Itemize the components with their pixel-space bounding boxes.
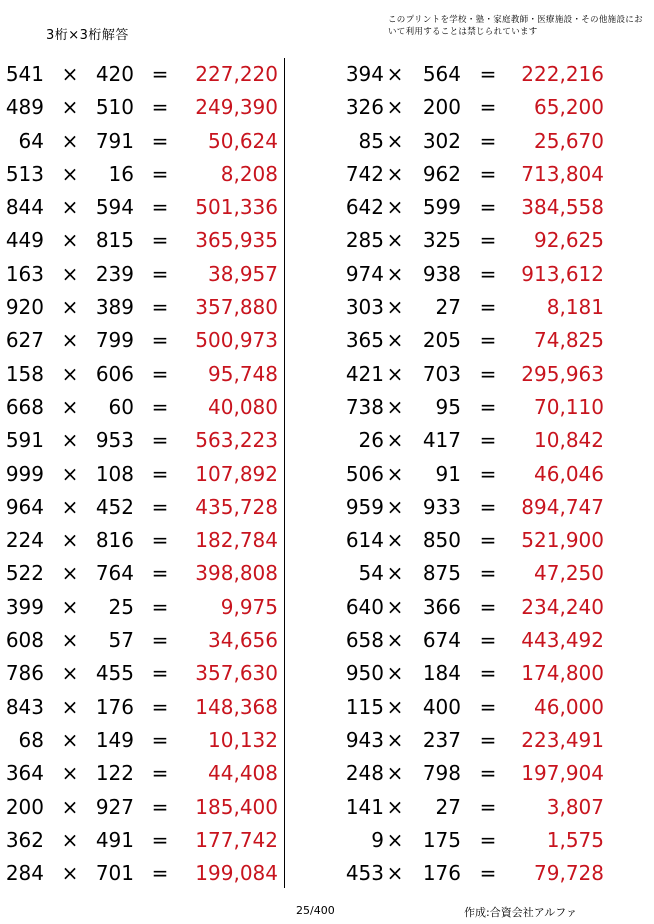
multiplicand: 284 (5, 861, 44, 886)
multiplier: 491 (95, 827, 134, 852)
times-sign: × (61, 861, 79, 886)
author-credit: 作成:合資会社アルファ (464, 906, 578, 919)
answer: 234,240 (521, 594, 604, 619)
multiplicand: 141 (345, 794, 384, 819)
answer: 227,220 (195, 62, 278, 86)
times-sign: × (386, 827, 404, 852)
multiplicand: 608 (5, 628, 44, 653)
multiplier: 149 (95, 727, 134, 752)
equals-sign: = (479, 827, 497, 852)
multiplicand: 285 (345, 228, 384, 253)
multiplicand: 541 (5, 62, 44, 86)
times-sign: × (61, 361, 79, 386)
equals-sign: = (479, 794, 497, 819)
equals-sign: = (479, 494, 497, 519)
answer: 521,900 (521, 528, 604, 553)
answer: 10,842 (534, 428, 604, 453)
answer: 357,880 (195, 295, 278, 320)
multiplier: 933 (422, 494, 461, 519)
multiplicand: 9 (371, 827, 384, 852)
equals-sign: = (151, 62, 169, 86)
equals-sign: = (151, 561, 169, 586)
equals-sign: = (151, 661, 169, 686)
equals-sign: = (479, 761, 497, 786)
multiplier: 953 (95, 428, 134, 453)
multiplier: 57 (108, 628, 134, 653)
multiplier: 815 (95, 228, 134, 253)
multiplicand: 522 (5, 561, 44, 586)
times-sign: × (386, 128, 404, 153)
worksheet-title: 3桁×3桁解答 (46, 28, 129, 43)
multiplier: 176 (95, 694, 134, 719)
answer: 34,656 (208, 628, 278, 653)
times-sign: × (386, 494, 404, 519)
column-divider (284, 58, 285, 888)
equals-sign: = (151, 827, 169, 852)
answer: 199,084 (195, 861, 278, 886)
times-sign: × (61, 794, 79, 819)
times-sign: × (61, 628, 79, 653)
answer: 10,132 (208, 727, 278, 752)
multiplicand: 115 (345, 694, 384, 719)
answer: 500,973 (195, 328, 278, 353)
equals-sign: = (479, 261, 497, 286)
multiplier: 91 (435, 461, 461, 486)
answer: 65,200 (534, 95, 604, 120)
times-sign: × (61, 328, 79, 353)
multiplier: 791 (95, 128, 134, 153)
multiplicand: 844 (5, 195, 44, 220)
equals-sign: = (151, 861, 169, 886)
multiplier: 108 (95, 461, 134, 486)
multiplicand: 513 (5, 161, 44, 186)
multiplicand: 658 (345, 628, 384, 653)
times-sign: × (61, 228, 79, 253)
multiplicand: 742 (345, 161, 384, 186)
equals-sign: = (479, 561, 497, 586)
multiplicand: 394 (345, 62, 384, 86)
times-sign: × (386, 161, 404, 186)
times-sign: × (61, 62, 79, 86)
times-sign: × (61, 561, 79, 586)
multiplicand: 54 (358, 561, 384, 586)
equals-sign: = (151, 727, 169, 752)
multiplier: 703 (422, 361, 461, 386)
multiplicand: 64 (18, 128, 44, 153)
multiplicand: 224 (5, 528, 44, 553)
equals-sign: = (151, 295, 169, 320)
answer: 44,408 (208, 761, 278, 786)
times-sign: × (386, 428, 404, 453)
equals-sign: = (479, 594, 497, 619)
multiplier: 95 (435, 394, 461, 419)
multiplicand: 365 (345, 328, 384, 353)
equals-sign: = (151, 261, 169, 286)
times-sign: × (386, 261, 404, 286)
equals-sign: = (151, 628, 169, 653)
times-sign: × (61, 394, 79, 419)
equals-sign: = (479, 461, 497, 486)
multiplier: 764 (95, 561, 134, 586)
times-sign: × (61, 128, 79, 153)
answer: 185,400 (195, 794, 278, 819)
answer: 3,807 (546, 794, 604, 819)
times-sign: × (61, 827, 79, 852)
equals-sign: = (479, 394, 497, 419)
equals-sign: = (151, 161, 169, 186)
multiplier: 200 (422, 95, 461, 120)
answer: 365,935 (195, 228, 278, 253)
multiplier: 176 (422, 861, 461, 886)
multiplier: 452 (95, 494, 134, 519)
answer: 174,800 (521, 661, 604, 686)
answer: 47,250 (534, 561, 604, 586)
multiplier: 400 (422, 694, 461, 719)
answer: 398,808 (195, 561, 278, 586)
multiplier: 389 (95, 295, 134, 320)
answer: 148,368 (195, 694, 278, 719)
multiplier: 27 (435, 794, 461, 819)
equals-sign: = (479, 62, 497, 86)
multiplier: 599 (422, 195, 461, 220)
answer: 46,046 (534, 461, 604, 486)
multiplicand: 950 (345, 661, 384, 686)
answer: 182,784 (195, 528, 278, 553)
multiplier: 366 (422, 594, 461, 619)
equals-sign: = (479, 661, 497, 686)
multiplier: 302 (422, 128, 461, 153)
multiplier: 184 (422, 661, 461, 686)
multiplier: 27 (435, 295, 461, 320)
multiplier: 420 (95, 62, 134, 86)
multiplier: 606 (95, 361, 134, 386)
multiplicand: 399 (5, 594, 44, 619)
times-sign: × (386, 528, 404, 553)
times-sign: × (386, 328, 404, 353)
multiplicand: 26 (358, 428, 384, 453)
multiplier: 962 (422, 161, 461, 186)
times-sign: × (61, 161, 79, 186)
answer: 295,963 (521, 361, 604, 386)
equals-sign: = (151, 361, 169, 386)
times-sign: × (61, 494, 79, 519)
multiplier: 510 (95, 95, 134, 120)
times-sign: × (386, 95, 404, 120)
answer: 384,558 (521, 195, 604, 220)
answer: 443,492 (521, 628, 604, 653)
equals-sign: = (479, 528, 497, 553)
multiplicand: 453 (345, 861, 384, 886)
times-sign: × (386, 228, 404, 253)
multiplicand: 640 (345, 594, 384, 619)
answer: 92,625 (534, 228, 604, 253)
times-sign: × (61, 295, 79, 320)
answer: 107,892 (195, 461, 278, 486)
answer: 222,216 (521, 62, 604, 86)
answer: 38,957 (208, 261, 278, 286)
multiplicand: 959 (345, 494, 384, 519)
equals-sign: = (151, 195, 169, 220)
times-sign: × (386, 195, 404, 220)
equals-sign: = (479, 861, 497, 886)
multiplier: 875 (422, 561, 461, 586)
times-sign: × (61, 461, 79, 486)
equals-sign: = (151, 494, 169, 519)
equals-sign: = (151, 794, 169, 819)
equals-sign: = (151, 428, 169, 453)
multiplier: 927 (95, 794, 134, 819)
answer: 40,080 (208, 394, 278, 419)
times-sign: × (386, 761, 404, 786)
answer: 74,825 (534, 328, 604, 353)
multiplier: 799 (95, 328, 134, 353)
answer: 249,390 (195, 95, 278, 120)
times-sign: × (61, 727, 79, 752)
answer: 357,630 (195, 661, 278, 686)
multiplier: 25 (108, 594, 134, 619)
equals-sign: = (479, 195, 497, 220)
times-sign: × (386, 694, 404, 719)
answer: 8,208 (220, 161, 278, 186)
equals-sign: = (479, 228, 497, 253)
answer: 713,804 (521, 161, 604, 186)
multiplier: 175 (422, 827, 461, 852)
equals-sign: = (479, 428, 497, 453)
multiplicand: 999 (5, 461, 44, 486)
multiplier: 417 (422, 428, 461, 453)
usage-notice: このプリントを学校・塾・家庭教師・医療施設・その他施設において利用することは禁じられています (388, 15, 643, 37)
equals-sign: = (479, 628, 497, 653)
multiplier: 938 (422, 261, 461, 286)
multiplicand: 364 (5, 761, 44, 786)
times-sign: × (386, 794, 404, 819)
answer: 46,000 (534, 694, 604, 719)
times-sign: × (386, 62, 404, 86)
equals-sign: = (151, 228, 169, 253)
multiplicand: 738 (345, 394, 384, 419)
answer: 25,670 (534, 128, 604, 153)
times-sign: × (61, 528, 79, 553)
multiplicand: 163 (5, 261, 44, 286)
equals-sign: = (479, 694, 497, 719)
answer: 501,336 (195, 195, 278, 220)
multiplicand: 248 (345, 761, 384, 786)
answer: 1,575 (546, 827, 604, 852)
multiplicand: 668 (5, 394, 44, 419)
answer: 50,624 (208, 128, 278, 153)
multiplicand: 627 (5, 328, 44, 353)
equals-sign: = (479, 727, 497, 752)
multiplier: 16 (108, 161, 134, 186)
times-sign: × (386, 661, 404, 686)
equals-sign: = (479, 95, 497, 120)
multiplicand: 449 (5, 228, 44, 253)
times-sign: × (386, 561, 404, 586)
times-sign: × (386, 727, 404, 752)
times-sign: × (386, 461, 404, 486)
multiplier: 798 (422, 761, 461, 786)
answer: 435,728 (195, 494, 278, 519)
multiplicand: 303 (345, 295, 384, 320)
equals-sign: = (151, 694, 169, 719)
answer: 95,748 (208, 361, 278, 386)
multiplicand: 158 (5, 361, 44, 386)
multiplicand: 614 (345, 528, 384, 553)
answer: 197,904 (521, 761, 604, 786)
equals-sign: = (479, 295, 497, 320)
answer: 9,975 (220, 594, 278, 619)
multiplier: 850 (422, 528, 461, 553)
equals-sign: = (479, 328, 497, 353)
equals-sign: = (151, 461, 169, 486)
times-sign: × (61, 261, 79, 286)
multiplicand: 362 (5, 827, 44, 852)
multiplicand: 489 (5, 95, 44, 120)
times-sign: × (61, 694, 79, 719)
page-number: 25/400 (296, 904, 335, 917)
multiplier: 816 (95, 528, 134, 553)
multiplicand: 920 (5, 295, 44, 320)
multiplicand: 200 (5, 794, 44, 819)
multiplier: 325 (422, 228, 461, 253)
equals-sign: = (479, 361, 497, 386)
multiplier: 701 (95, 861, 134, 886)
equals-sign: = (479, 128, 497, 153)
answer: 223,491 (521, 727, 604, 752)
multiplicand: 786 (5, 661, 44, 686)
times-sign: × (386, 861, 404, 886)
times-sign: × (386, 361, 404, 386)
times-sign: × (61, 761, 79, 786)
equals-sign: = (151, 394, 169, 419)
equals-sign: = (151, 95, 169, 120)
answer: 894,747 (521, 494, 604, 519)
multiplier: 674 (422, 628, 461, 653)
equals-sign: = (151, 328, 169, 353)
times-sign: × (61, 661, 79, 686)
times-sign: × (61, 428, 79, 453)
answer: 177,742 (195, 827, 278, 852)
multiplier: 239 (95, 261, 134, 286)
equals-sign: = (151, 528, 169, 553)
answer: 79,728 (534, 861, 604, 886)
times-sign: × (386, 394, 404, 419)
multiplier: 205 (422, 328, 461, 353)
times-sign: × (61, 95, 79, 120)
answer: 8,181 (546, 295, 604, 320)
times-sign: × (61, 594, 79, 619)
multiplicand: 421 (345, 361, 384, 386)
multiplier: 455 (95, 661, 134, 686)
multiplicand: 642 (345, 195, 384, 220)
multiplicand: 506 (345, 461, 384, 486)
multiplicand: 964 (5, 494, 44, 519)
multiplicand: 843 (5, 694, 44, 719)
answer: 563,223 (195, 428, 278, 453)
times-sign: × (386, 295, 404, 320)
times-sign: × (386, 594, 404, 619)
multiplicand: 943 (345, 727, 384, 752)
answer: 913,612 (521, 261, 604, 286)
multiplier: 564 (422, 62, 461, 86)
multiplicand: 68 (18, 727, 44, 752)
answer: 70,110 (534, 394, 604, 419)
times-sign: × (61, 195, 79, 220)
equals-sign: = (479, 161, 497, 186)
equals-sign: = (151, 761, 169, 786)
multiplicand: 974 (345, 261, 384, 286)
multiplier: 60 (108, 394, 134, 419)
multiplicand: 591 (5, 428, 44, 453)
times-sign: × (386, 628, 404, 653)
multiplier: 122 (95, 761, 134, 786)
multiplier: 237 (422, 727, 461, 752)
multiplicand: 85 (358, 128, 384, 153)
multiplicand: 326 (345, 95, 384, 120)
equals-sign: = (151, 594, 169, 619)
equals-sign: = (151, 128, 169, 153)
multiplier: 594 (95, 195, 134, 220)
